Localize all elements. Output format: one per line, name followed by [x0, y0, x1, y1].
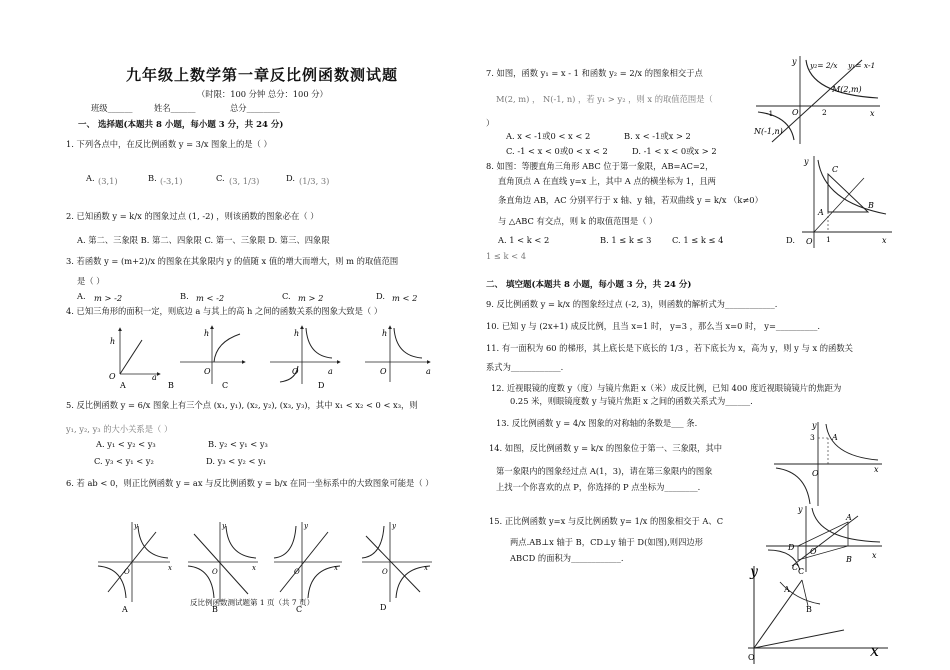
q4-figures — [80, 322, 450, 392]
q8-fig-y: y — [804, 157, 809, 166]
bottom-fig-c: C — [798, 567, 805, 576]
q2-options: A. 第二、三象限 B. 第二、四象限 C. 第一、三象限 D. 第三、四象限 — [77, 235, 330, 245]
q6-c-y: y — [304, 522, 308, 530]
q6-label-d: D — [380, 603, 387, 612]
q8-fig-x: x — [882, 236, 887, 245]
q5-stem: 5. 反比例函数 y = 6/x 图象上有三个点 (x₁, y₁), (x₂, y₂), (x₃, y₃)，其中 x₁ < x₂ < 0 < x₃，则 — [66, 400, 418, 410]
q4-c-h: h — [294, 329, 300, 338]
q15-fig-b: B — [846, 555, 852, 564]
q3-option-c: m > 2 — [298, 293, 324, 303]
q15-fig-c: C — [792, 563, 799, 572]
q14-fig-three: 3 — [810, 433, 815, 442]
name-field-label: 姓名______ — [154, 103, 196, 113]
q1-option-b: (-3,1) — [160, 176, 183, 186]
q6-a-y: y — [134, 522, 138, 530]
q7-fig-y2: y₂= 2/x — [810, 61, 838, 70]
q15-fig-d: D — [788, 543, 795, 552]
q6-d-origin: O — [382, 568, 388, 576]
q4-a-h: h — [110, 337, 116, 346]
q9: 9. 反比例函数 y = k/x 的图象经过点 (-2, 3)，则函数的解析式为____________. — [486, 299, 778, 309]
q7-option-b: B. x < -1或x > 2 — [624, 131, 691, 141]
q7-fig-minus-one: -1 — [766, 109, 774, 118]
q6-label-c: C — [296, 605, 303, 614]
q14-fig-a: A — [832, 433, 838, 442]
q6-d-x: x — [424, 564, 428, 572]
q4-a-a: a — [152, 373, 157, 382]
q3-stem-continued: 是（ ） — [77, 276, 105, 286]
q8-fig-one: 1 — [826, 235, 831, 244]
q1-option-c: (3, 1/3) — [229, 176, 260, 186]
section2-heading: 二、 填空题(本题共 8 小题，每小题 3 分，共 24 分) — [486, 280, 692, 290]
q15-stem-line3: ABCD 的面积为____________. — [510, 553, 624, 563]
q8-option-d-label: D. — [786, 235, 795, 245]
q4-b-h: h — [204, 329, 210, 338]
q4-graph-a — [109, 328, 160, 390]
q6-graph-d — [362, 522, 432, 612]
q6-label-a: A — [122, 605, 128, 614]
q3-option-b-label: B. — [180, 291, 189, 301]
q7-option-c: C. -1 < x < 0或0 < x < 2 — [506, 146, 608, 156]
q13: 13. 反比例函数 y = 4/x 图象的对称轴的条数是___ 条. — [496, 418, 698, 428]
q8-fig-c: C — [832, 165, 839, 174]
q1-stem: 1. 下列各点中，在反比例函数 y = 3/x 图象上的是（ ） — [66, 139, 272, 149]
q7-fig-y: y — [792, 57, 797, 66]
bottom-fig-b: B — [806, 605, 812, 614]
q1-option-d-label: D. — [286, 173, 295, 183]
q5-option-d: D. y₃ < y₂ < y₁ — [206, 456, 267, 466]
q7-fig-n: N(-1,n) — [754, 127, 783, 136]
q14-fig-x: x — [874, 465, 879, 474]
q1-option-c-label: C. — [216, 173, 225, 183]
bottom-figure — [740, 560, 890, 668]
q3-option-a-label: A. — [77, 291, 86, 301]
q15-fig-x: x — [872, 551, 877, 560]
q6-graph-a — [98, 522, 172, 614]
q14-fig-y: y — [812, 421, 817, 430]
q4-label-b: B — [168, 381, 174, 390]
q1-option-a: (3,1) — [98, 176, 118, 186]
q5-stem-continued: y₁, y₂, y₃ 的大小关系是（ ） — [66, 424, 173, 434]
q6-b-x: x — [252, 564, 256, 572]
q8-option-d: 1 ≤ k < 4 — [486, 251, 527, 261]
bottom-fig-y: y — [750, 564, 758, 580]
score-field-label: 总分________ — [230, 103, 280, 113]
q3-option-d: m < 2 — [392, 293, 418, 303]
q4-stem: 4. 已知三角形的面积一定，则底边 a 与其上的高 h 之间的函数关系的图象大致是（ ） — [66, 306, 383, 316]
q8-stem-line3: 条直角边 AB，AC 分别平行于 x 轴、y 轴，若双曲线 y = k/x （k≠0） — [498, 195, 763, 205]
q15-fig-y: y — [798, 505, 803, 514]
bottom-fig-a: A — [784, 585, 790, 594]
q6-c-origin: O — [294, 568, 300, 576]
q7-fig-m: M(2,m) — [832, 85, 862, 94]
q8-fig-a: A — [818, 208, 824, 217]
q11-stem: 11. 有一面积为 60 的梯形，其上底长是下底长的 1/3 ，若下底长为 x，高为 y，则 y 与 x 的函数关 — [486, 343, 853, 353]
q7-fig-y1: y₁= x-1 — [848, 61, 876, 70]
q14-stem: 14. 如图，反比例函数 y = k/x 的图象位于第一、三象限，其中 — [489, 443, 723, 453]
q2-stem: 2. 已知函数 y = k/x 的图象过点 (1, -2) ，则该函数的图象必在（ ） — [66, 211, 319, 221]
q7-stem-continued: M(2, m) ， N(-1, n) ，若 y₁ > y₂ ，则 x 的取值范围是（ — [496, 94, 713, 104]
q15-fig-origin: O — [810, 547, 817, 556]
q4-d-origin: O — [380, 367, 387, 376]
q3-option-a: m > -2 — [94, 293, 123, 303]
q15-stem: 15. 正比例函数 y=x 与反比例函数 y= 1/x 的图象相交于 A、C — [489, 516, 724, 526]
q10: 10. 已知 y 与 (2x+1) 成反比例，且当 x=1 时， y=3 ，那么当 x=0 时， y=__________. — [486, 321, 821, 331]
q15-fig-a: A — [846, 513, 852, 522]
q12-stem: 12. 近视眼镜的度数 y（度）与镜片焦距 x（米）成反比例，已知 400 度近视眼镜镜片的焦距为 — [491, 383, 842, 393]
q6-b-y: y — [222, 522, 226, 530]
q5-option-a: A. y₁ < y₂ < y₃ — [96, 439, 156, 449]
q1-option-d: (1/3, 3) — [299, 176, 330, 186]
q8-option-c: C. 1 ≤ k ≤ 4 — [672, 235, 724, 245]
q4-graph-b — [168, 326, 245, 390]
q14-stem-line3: 上找一个你喜欢的点 P，你选择的 P 点坐标为________. — [496, 482, 701, 492]
q4-a-origin: O — [109, 372, 116, 381]
q12-stem-continued: 0.25 米，则眼镜度数 y 与镜片焦距 x 之间的函数关系式为______. — [510, 396, 753, 406]
q3-option-c-label: C. — [282, 291, 291, 301]
q8-stem-line4: 与 △ABC 有交点，则 k 的取值范围是（ ） — [498, 216, 658, 226]
q4-label-a: A — [120, 381, 126, 390]
q8-option-a: A. 1 < k < 2 — [498, 235, 550, 245]
q5-option-b: B. y₂ < y₁ < y₃ — [208, 439, 268, 449]
q6-c-x: x — [334, 564, 338, 572]
q3-stem: 3. 若函数 y = (m+2)/x 的图象在其象限内 y 的值随 x 值的增大而增大，则 m 的取值范围 — [66, 256, 399, 266]
q6-label-b: B — [212, 605, 218, 614]
q8-stem: 8. 如图：等腰直角三角形 ABC 位于第一象限，AB=AC=2， — [486, 161, 714, 171]
q4-d-a: a — [426, 367, 431, 376]
q3-option-d-label: D. — [376, 291, 385, 301]
q4-c-origin: O — [292, 367, 299, 376]
q15-stem-line2: 两点.AB⊥x 轴于 B，CD⊥y 轴于 D(如图),则四边形 — [510, 537, 703, 547]
q14-figure — [770, 418, 885, 508]
q3-option-b: m < -2 — [196, 293, 225, 303]
q4-label-c: C — [222, 381, 229, 390]
q6-a-x: x — [168, 564, 172, 572]
q4-c-a: a — [328, 367, 333, 376]
q14-stem-line2: 第一象限内的图象经过点 A(1，3)，请在第三象限内的图象 — [496, 466, 713, 476]
q8-stem-line2: 直角顶点 A 在直线 y=x 上，其中 A 点的横坐标为 1，且两 — [498, 176, 716, 186]
q7-option-a: A. x < -1或0 < x < 2 — [506, 131, 591, 141]
q8-figure — [792, 152, 896, 250]
q7-fig-origin: O — [792, 108, 799, 117]
class-field-label: 班级______ — [91, 103, 133, 113]
q1-option-a-label: A. — [86, 173, 95, 183]
q4-b-origin: O — [204, 367, 211, 376]
page-footer: 反比例函数测试题第 1 页（共 7 页） — [190, 598, 315, 607]
q7-figure — [752, 52, 887, 147]
q8-option-b: B. 1 ≤ k ≤ 3 — [600, 235, 652, 245]
q6-a-origin: O — [124, 568, 130, 576]
q8-fig-origin: O — [806, 237, 813, 246]
q7-fig-two: 2 — [822, 108, 827, 117]
q7-stem: 7. 如图，函数 y₁ = x - 1 和函数 y₂ = 2/x 的图象相交于点 — [486, 68, 703, 78]
q7-stem-end: ） — [486, 118, 495, 128]
q4-graph-d — [318, 326, 431, 390]
q8-fig-b: B — [868, 201, 874, 210]
q11-stem-continued: 系式为____________. — [486, 362, 564, 372]
q1-option-b-label: B. — [148, 173, 157, 183]
q6-b-origin: O — [212, 568, 218, 576]
section1-heading: 一、 选择题(本题共 8 小题，每小题 3 分，共 24 分) — [78, 120, 284, 130]
exam-subtitle: （时限：100 分钟 总分：100 分） — [197, 89, 328, 99]
q14-fig-origin: O — [812, 469, 819, 478]
bottom-fig-origin: O — [748, 653, 755, 662]
q4-label-d: D — [318, 381, 325, 390]
q7-fig-x: x — [870, 109, 875, 118]
page-title: 九年级上数学第一章反比例函数测试题 — [126, 66, 399, 84]
q6-stem: 6. 若 ab < 0，则正比例函数 y = ax 与反比例函数 y = b/x 在同一坐标系中的大致图象可能是（ ） — [66, 478, 434, 488]
q7-option-d: D. -1 < x < 0或x > 2 — [632, 146, 717, 156]
q6-d-y: y — [392, 522, 396, 530]
q5-option-c: C. y₃ < y₁ < y₂ — [94, 456, 154, 466]
bottom-fig-x: x — [870, 641, 880, 660]
q4-d-h: h — [382, 329, 388, 338]
